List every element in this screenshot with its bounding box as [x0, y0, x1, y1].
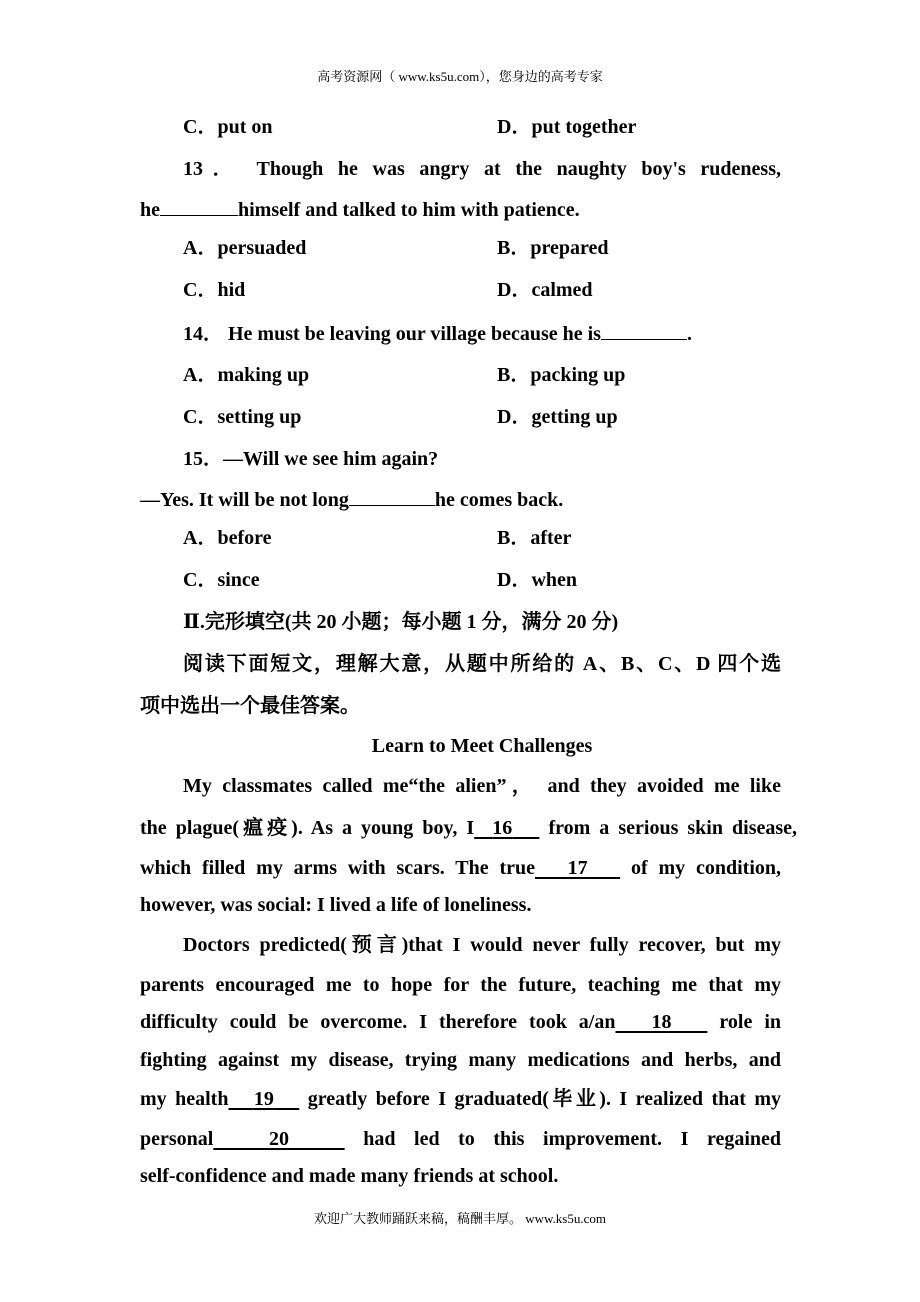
answer-blank	[349, 487, 435, 506]
option-14-b: B．packing up	[497, 364, 626, 386]
option-12-c: C．put on	[183, 116, 273, 138]
text: he	[140, 199, 160, 221]
text: .	[686, 323, 692, 345]
text: had led to this improvement. I regained	[363, 1128, 782, 1150]
option-14-a: A．making up	[183, 364, 310, 386]
section-title: Ⅱ.完形填空(共 20 小题；每小题 1 分，满分 20 分)	[183, 611, 619, 633]
option-12-d: D．put together	[497, 116, 637, 138]
blank-number: 17	[567, 857, 588, 879]
blank-18	[616, 1011, 708, 1033]
question-13-line2	[140, 197, 580, 222]
text: role in	[719, 1011, 782, 1033]
option-13-c: C．hid	[183, 279, 246, 301]
passage-line	[140, 1010, 781, 1034]
page-header: 高考资源网（ www.ks5u.com），您身边的高考专家	[317, 69, 603, 84]
option-13-d: D．calmed	[497, 279, 593, 301]
text: 14． He must be leaving our village because he is	[183, 323, 601, 345]
blank-20	[213, 1128, 344, 1150]
question-15-stem: 15．—Will we see him again?	[183, 448, 439, 470]
text: —Yes. It will be not long	[140, 489, 349, 511]
option-13-b: B．prepared	[497, 237, 609, 259]
passage-line: Doctors predicted(预言)that I would never fully recover, but my	[183, 934, 781, 956]
blank-number: 20	[269, 1128, 289, 1150]
option-13-a: A．persuaded	[183, 237, 307, 259]
passage-line	[140, 1127, 781, 1151]
text: of my condition,	[630, 857, 782, 879]
passage-line	[140, 816, 797, 840]
option-14-c: C．setting up	[183, 406, 302, 428]
question-15-line2	[140, 487, 563, 512]
option-15-c: C．since	[183, 569, 260, 591]
option-15-a: A．before	[183, 527, 272, 549]
text: personal	[140, 1128, 214, 1150]
passage-line	[140, 856, 781, 880]
passage-line: My classmates called me“the alien”， and they avoided me like	[183, 775, 781, 797]
text: which filled my arms with scars. The true	[140, 857, 535, 879]
passage-title: Learn to Meet Challenges	[371, 735, 593, 757]
option-14-d: D．getting up	[497, 406, 618, 428]
text: greatly before I graduated(毕业). I realized that my	[307, 1088, 782, 1110]
blank-number: 18	[651, 1011, 672, 1033]
blank-19	[228, 1088, 299, 1110]
text: from a serious skin disease,	[548, 817, 798, 839]
answer-blank	[601, 321, 687, 340]
text: the plague(瘟疫). As a young boy, I	[140, 817, 475, 839]
text: himself and talked to him with patience.	[238, 199, 580, 221]
answer-blank	[160, 197, 238, 216]
passage-line: however, was social: I lived a life of loneliness.	[140, 894, 532, 916]
question-13-stem: 13． Though he was angry at the naughty boy's rudeness,	[183, 158, 781, 180]
passage-line: fighting against my disease, trying many medications and herbs, and	[140, 1049, 781, 1071]
instructions-line1: 阅读下面短文，理解大意，从题中所给的 A、B、C、D 四个选	[183, 653, 781, 675]
instructions-line2: 项中选出一个最佳答案。	[140, 695, 360, 717]
passage-line: self-confidence and made many friends at school.	[140, 1165, 559, 1187]
blank-number: 16	[492, 817, 513, 839]
option-15-d: D．when	[497, 569, 578, 591]
passage-line	[140, 1087, 781, 1111]
text: he comes back.	[434, 489, 564, 511]
passage-line: parents encouraged me to hope for the future, teaching me that my	[140, 974, 781, 996]
blank-number: 19	[253, 1088, 274, 1110]
text: difficulty could be overcome. I therefore took a/an	[140, 1011, 616, 1033]
blank-16	[474, 817, 539, 839]
text: my health	[140, 1088, 229, 1110]
page-footer: 欢迎广大教师踊跃来稿，稿酬丰厚。 www.ks5u.com	[313, 1211, 606, 1226]
question-14-stem	[183, 321, 692, 346]
blank-17	[535, 857, 620, 879]
option-15-b: B．after	[497, 527, 572, 549]
